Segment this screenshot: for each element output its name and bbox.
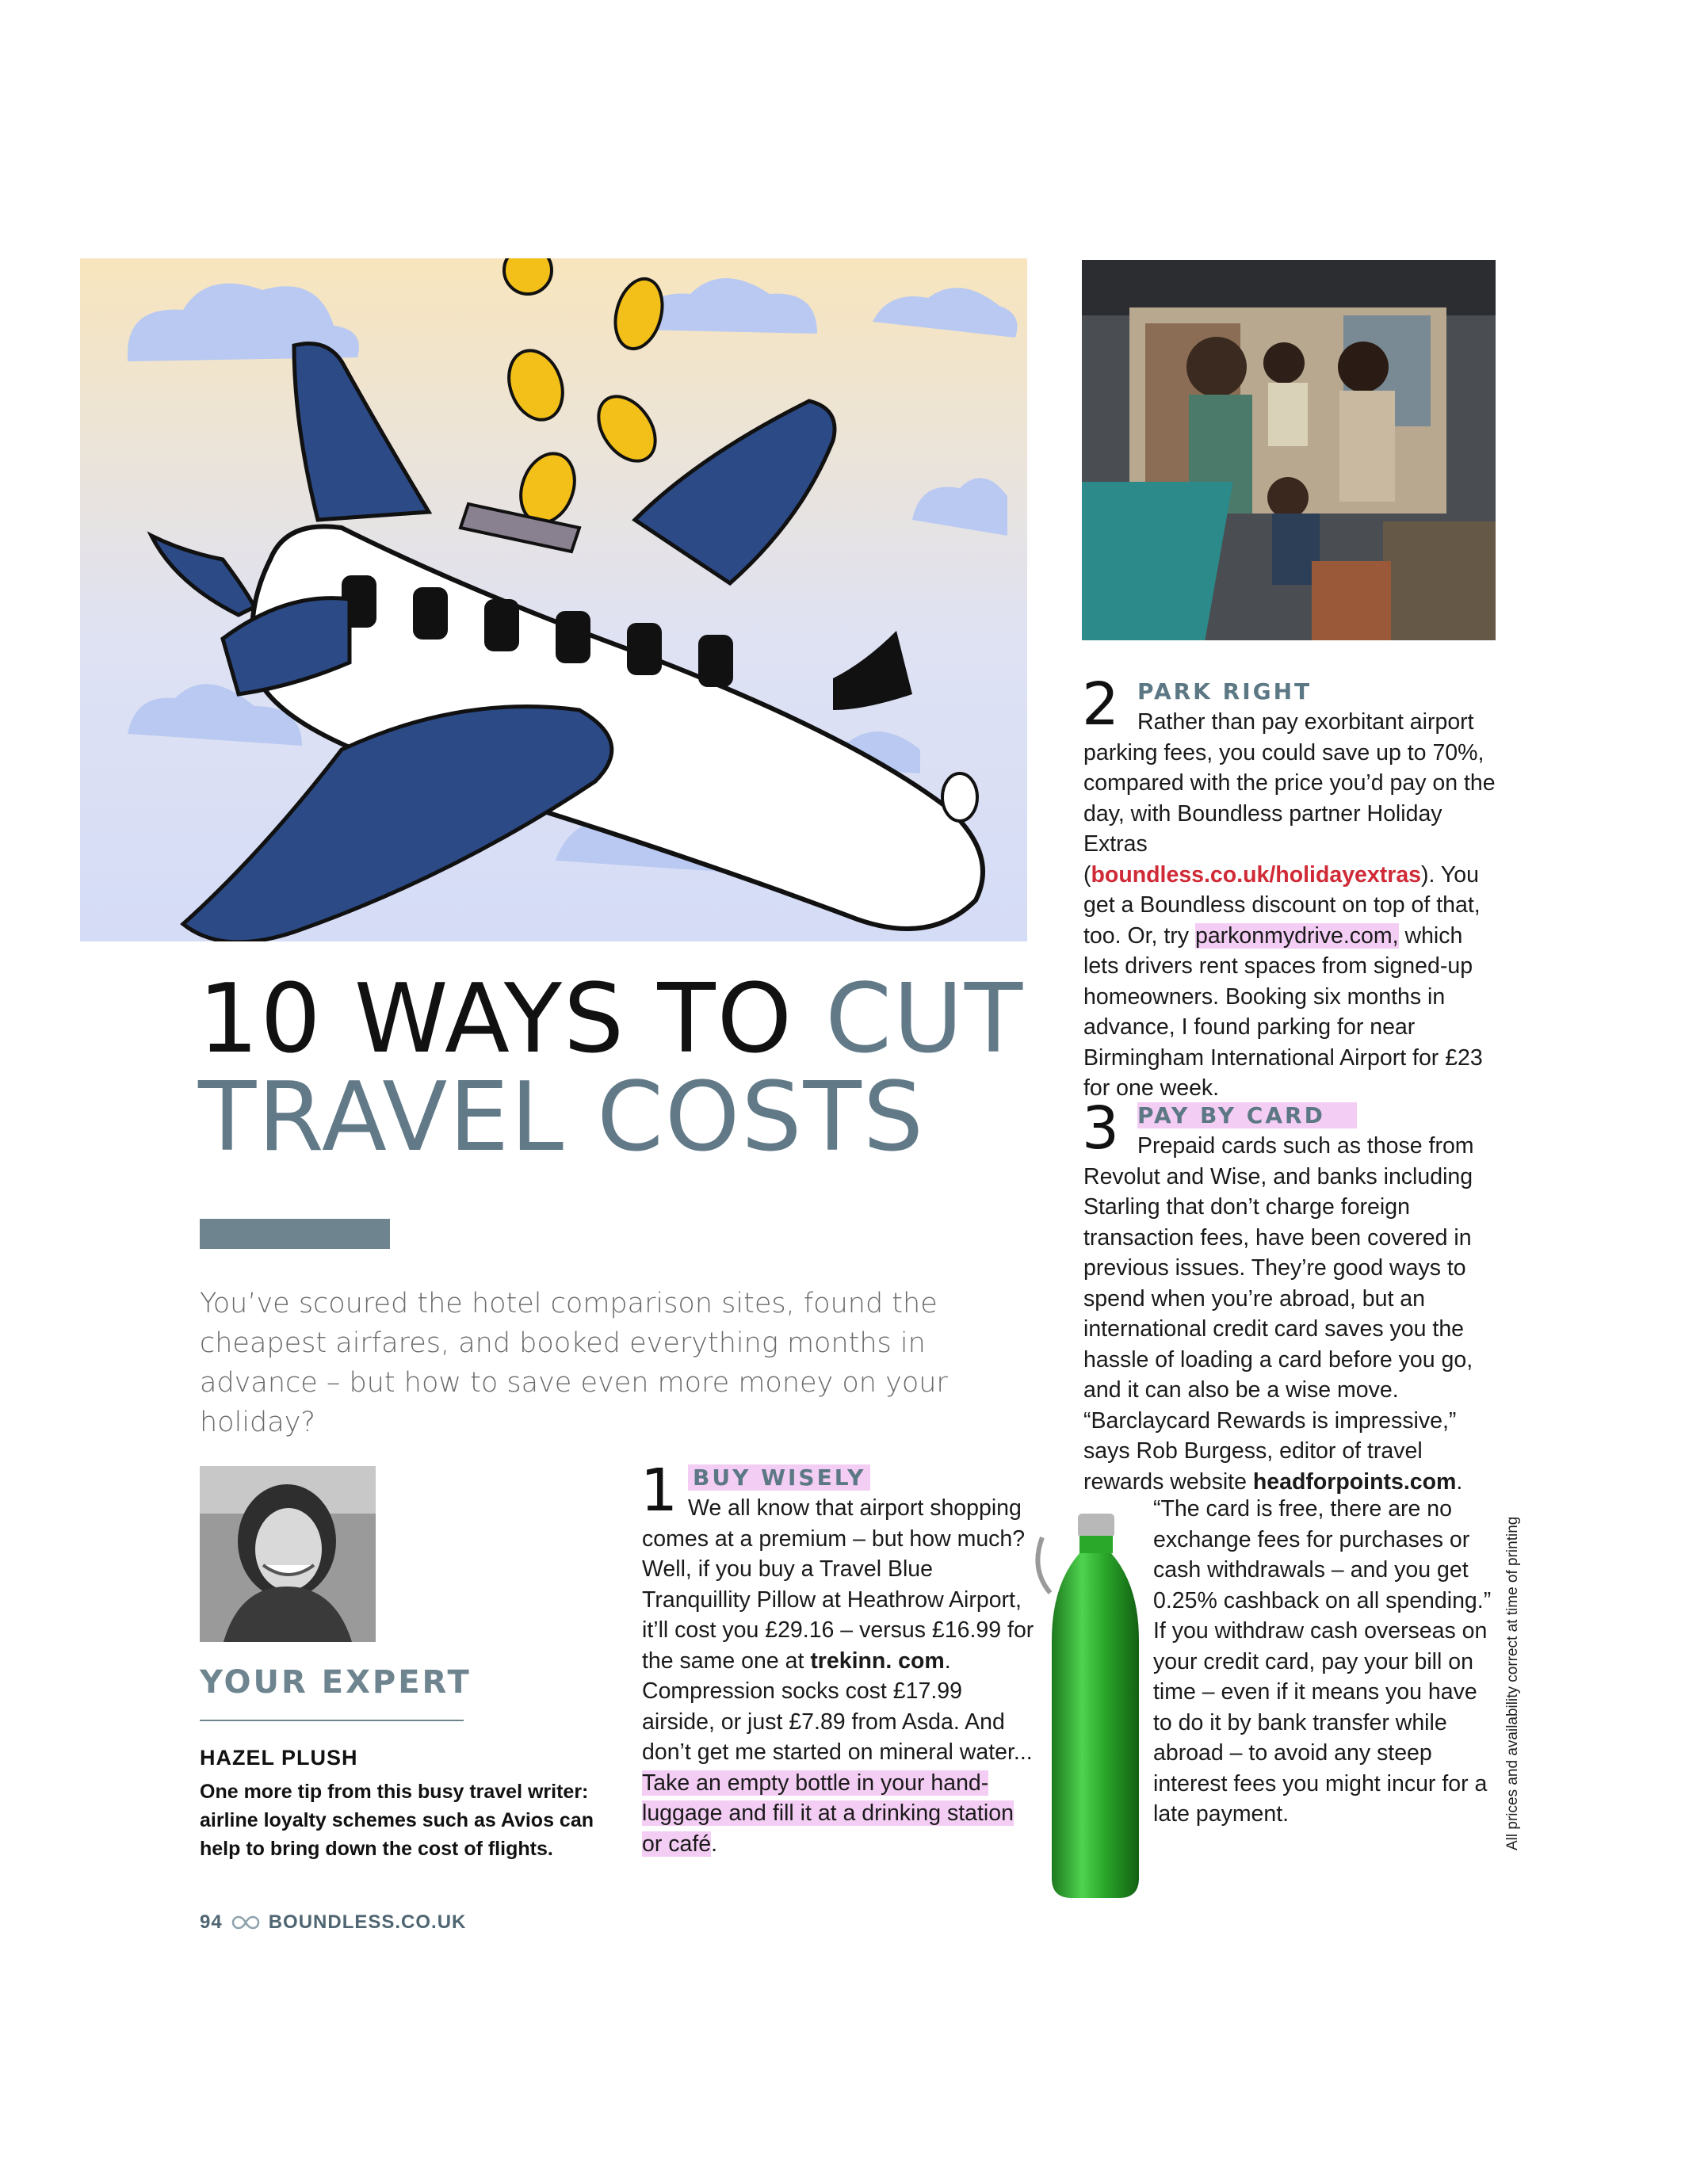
water-bottle-image xyxy=(1030,1506,1153,1902)
title-grey-inline: CUT xyxy=(825,964,1025,1075)
title-dark-part: 10 WAYS TO xyxy=(198,964,826,1075)
infinity-logo-icon xyxy=(231,1915,261,1930)
plane-icon xyxy=(80,258,1027,941)
tip1-text-a: We all know that airport shopping comes at a premium – but how much? Well, if you buy a Travel Blue Tranquillity Pillow at Heathrow Airport, it’ll cost you £29.16 – versus £16.99 for the same one at xyxy=(642,1495,1034,1674)
plane-coins-illustration xyxy=(80,258,1027,941)
title-grey-line2: TRAVEL COSTS xyxy=(198,1063,926,1173)
tip1-number: 1 xyxy=(640,1457,678,1525)
water-bottle-icon xyxy=(1030,1506,1153,1902)
tip3-text-a: Prepaid cards such as those from Revolut and Wise, and banks including Starling that don’t charge foreign transaction fees, have been covered in previous issues. They’re good ways to spend when you’re abroad, but an international credit card saves you the hassle of loading a card before you go, and it can also be a wise move. “Barclaycard Rewards is impressive,” says Rob Burgess, editor of travel rewards website xyxy=(1083,1133,1474,1495)
avatar-icon xyxy=(200,1466,376,1642)
photo-image-icon xyxy=(1082,260,1496,640)
expert-bio: One more tip from this busy travel writer: airline loyalty schemes such as Avios can help to bring down the cost of flights. xyxy=(200,1781,594,1860)
tip3-body xyxy=(1083,1131,1496,1497)
tip3-link[interactable]: headforpoints.com xyxy=(1252,1468,1457,1495)
tip2-body xyxy=(1083,707,1496,1104)
tip1-highlight: Take an empty bottle in your hand-luggage and fill it at a drinking station or café xyxy=(642,1770,1014,1857)
tip2-text-c: which lets drivers rent spaces from signed-up homeowners. Booking six months in advance, I found parking for near Birmingham International Airport for £23 for one week. xyxy=(1083,922,1483,1101)
expert-divider xyxy=(200,1720,464,1721)
page-number: 94 xyxy=(200,1911,223,1933)
title-rule-bar xyxy=(200,1219,390,1249)
tip1-body xyxy=(642,1493,1038,1859)
tip3-number: 3 xyxy=(1082,1094,1120,1163)
tip3-heading: PAY BY CARD xyxy=(1137,1102,1357,1128)
expert-name: HAZEL PLUSH xyxy=(200,1746,358,1770)
tip2-heading: PARK RIGHT xyxy=(1137,678,1313,704)
expert-photo xyxy=(200,1466,376,1642)
tip2-link[interactable]: boundless.co.uk/holidayextras xyxy=(1091,861,1422,888)
tip1-heading: BUY WISELY xyxy=(688,1464,870,1491)
page-title xyxy=(198,964,1070,1173)
tip2-text-a: Rather than pay exorbitant airport parking fees, you could save up to 70%, compared with the price you’d pay on the day, with Boundless partner Holiday Extras ( xyxy=(1083,709,1496,888)
tip3-quote: “The card is free, there are no exchange fees for purchases or cash withdrawals – and you get 0.25% cashback on all spending.” If you withdraw cash overseas on your credit card, pay your bill on time – even if it means you have to do it by bank transfer while abroad – to avoid any steep interest fees you might incur for a late payment. xyxy=(1153,1496,1492,1827)
intro-paragraph: You’ve scoured the hotel comparison sites, found the cheapest airfares, and booked everything months in advance – but how to save even more money on your holiday? xyxy=(200,1288,948,1438)
tip1-text-b: . Compression socks cost £17.99 airside, or just £7.89 from Asda. And don’t get me started on mineral water... xyxy=(642,1648,1033,1765)
tip2-number: 2 xyxy=(1082,670,1120,739)
tip1-text-c: . xyxy=(711,1831,718,1857)
site-name[interactable]: BOUNDLESS.CO.UK xyxy=(268,1911,467,1933)
tip2-text-b: ). You get a Boundless discount on top of that, too. Or, try xyxy=(1083,861,1481,949)
disclaimer: All prices and availability correct at time of printing xyxy=(1504,1516,1521,1850)
tip2-highlight[interactable]: parkonmydrive.com, xyxy=(1194,922,1399,949)
expert-heading: YOUR EXPERT xyxy=(200,1664,472,1701)
tip3-text-b: . xyxy=(1456,1468,1463,1495)
tip1-link[interactable]: trekinn. com xyxy=(810,1648,945,1674)
family-car-photo xyxy=(1082,260,1496,640)
page-footer xyxy=(200,1911,466,1934)
